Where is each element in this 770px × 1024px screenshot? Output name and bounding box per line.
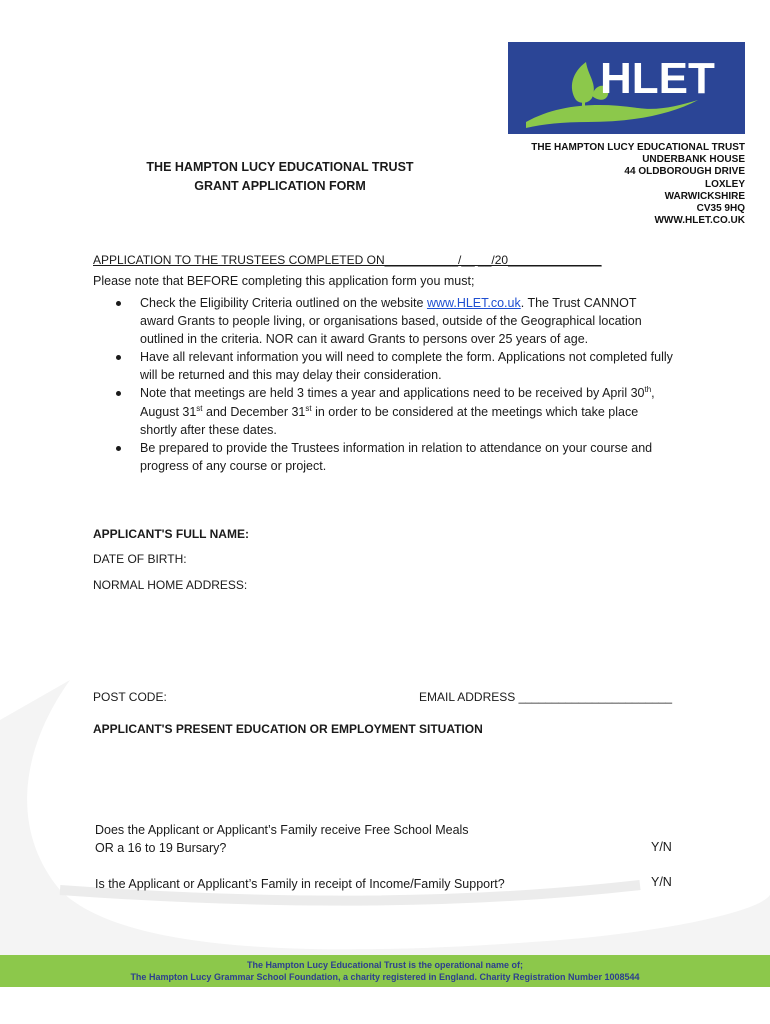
address-line: WARWICKSHIRE — [664, 190, 745, 202]
bullet-icon — [116, 301, 121, 306]
list-item — [113, 439, 673, 475]
address-line: UNDERBANK HOUSE — [642, 154, 745, 166]
website-link[interactable]: www.HLET.co.uk — [426, 296, 521, 310]
bullet-3-text-d: in order to be considered at the meetings which take place shortly after these dates. — [140, 404, 639, 437]
bullet-3-text-b: , August 31 — [140, 386, 655, 419]
bullet-3-text-c: and December 31 — [202, 404, 306, 419]
bullet-2-text: Have all relevant information you will need to complete the form. Applications not completed fully will be returned and this may delay their consideration. — [140, 350, 673, 383]
ordinal-suffix: th — [644, 385, 652, 395]
question-1-line-2: OR a 16 to 19 Bursary? — [95, 841, 227, 855]
trust-address — [531, 142, 745, 227]
bullet-1-text-pre: Check the Eligibility Criteria outlined on the website — [140, 296, 427, 310]
watermark-leaf-graphic — [0, 660, 770, 960]
footer-line-2: The Hampton Lucy Grammar School Foundation, a charity registered in England. Charity Registration Number 1008544 — [130, 971, 640, 982]
ordinal-suffix: st — [305, 403, 312, 413]
question-1-line-1: Does the Applicant or Applicant’s Family receive Free School Meals — [95, 823, 469, 837]
list-item — [113, 348, 673, 384]
address-line: 44 OLDBOROUGH DRIVE — [624, 166, 745, 178]
address-line: CV35 9HQ — [696, 203, 745, 215]
intro-text: Please note that BEFORE completing this application form you must; — [93, 274, 475, 288]
title-line-1: THE HAMPTON LUCY EDUCATIONAL TRUST — [146, 160, 414, 174]
bullet-1-text-post: . The Trust CANNOT award Grants to people living, or organisations based, outside of the Geographical location outlined in the criteria. NOR can it award Grants to persons over 25 years of age. — [140, 296, 642, 347]
address-line: THE HAMPTON LUCY EDUCATIONAL TRUST — [531, 142, 745, 153]
bullet-icon — [116, 446, 121, 451]
title-line-2: GRANT APPLICATION FORM — [194, 179, 366, 193]
form-title — [120, 158, 440, 196]
bullet-3-text-a: Note that meetings are held 3 times a year and applications need to be received by April 30 — [140, 386, 645, 401]
bullet-icon — [116, 355, 121, 360]
full-name-label[interactable]: APPLICANT'S FULL NAME: — [93, 527, 249, 541]
income-support-question: Is the Applicant or Applicant’s Family in receipt of Income/Family Support? — [95, 877, 505, 891]
completion-date-line[interactable]: APPLICATION TO THE TRUSTEES COMPLETED ON___________/__ __/20______________ — [93, 253, 602, 267]
home-address-label[interactable]: NORMAL HOME ADDRESS: — [93, 578, 248, 592]
date-of-birth-label[interactable]: DATE OF BIRTH: — [93, 552, 187, 566]
bullet-icon — [116, 391, 121, 396]
hlet-logo — [508, 42, 745, 134]
address-line: LOXLEY — [704, 178, 745, 190]
logo-text: HLET — [600, 54, 715, 103]
footer-banner — [0, 955, 770, 987]
email-address-field[interactable]: EMAIL ADDRESS _______________________ — [419, 690, 673, 704]
list-item — [113, 384, 673, 438]
footer-line-1: The Hampton Lucy Educational Trust is the operational name of; — [246, 960, 524, 970]
instructions-list — [113, 294, 673, 475]
income-support-answer[interactable]: Y/N — [651, 875, 672, 889]
free-school-meals-answer[interactable]: Y/N — [651, 840, 672, 854]
list-item — [113, 294, 673, 348]
free-school-meals-question — [95, 821, 469, 857]
education-situation-label[interactable]: APPLICANT'S PRESENT EDUCATION OR EMPLOYMENT SITUATION — [93, 722, 483, 736]
bullet-4-text: Be prepared to provide the Trustees information in relation to attendance on your course and progress of any course or project. — [140, 440, 653, 473]
address-line: WWW.HLET.CO.UK — [654, 215, 745, 227]
post-code-label[interactable]: POST CODE: — [93, 690, 167, 704]
ordinal-suffix: st — [196, 403, 203, 413]
